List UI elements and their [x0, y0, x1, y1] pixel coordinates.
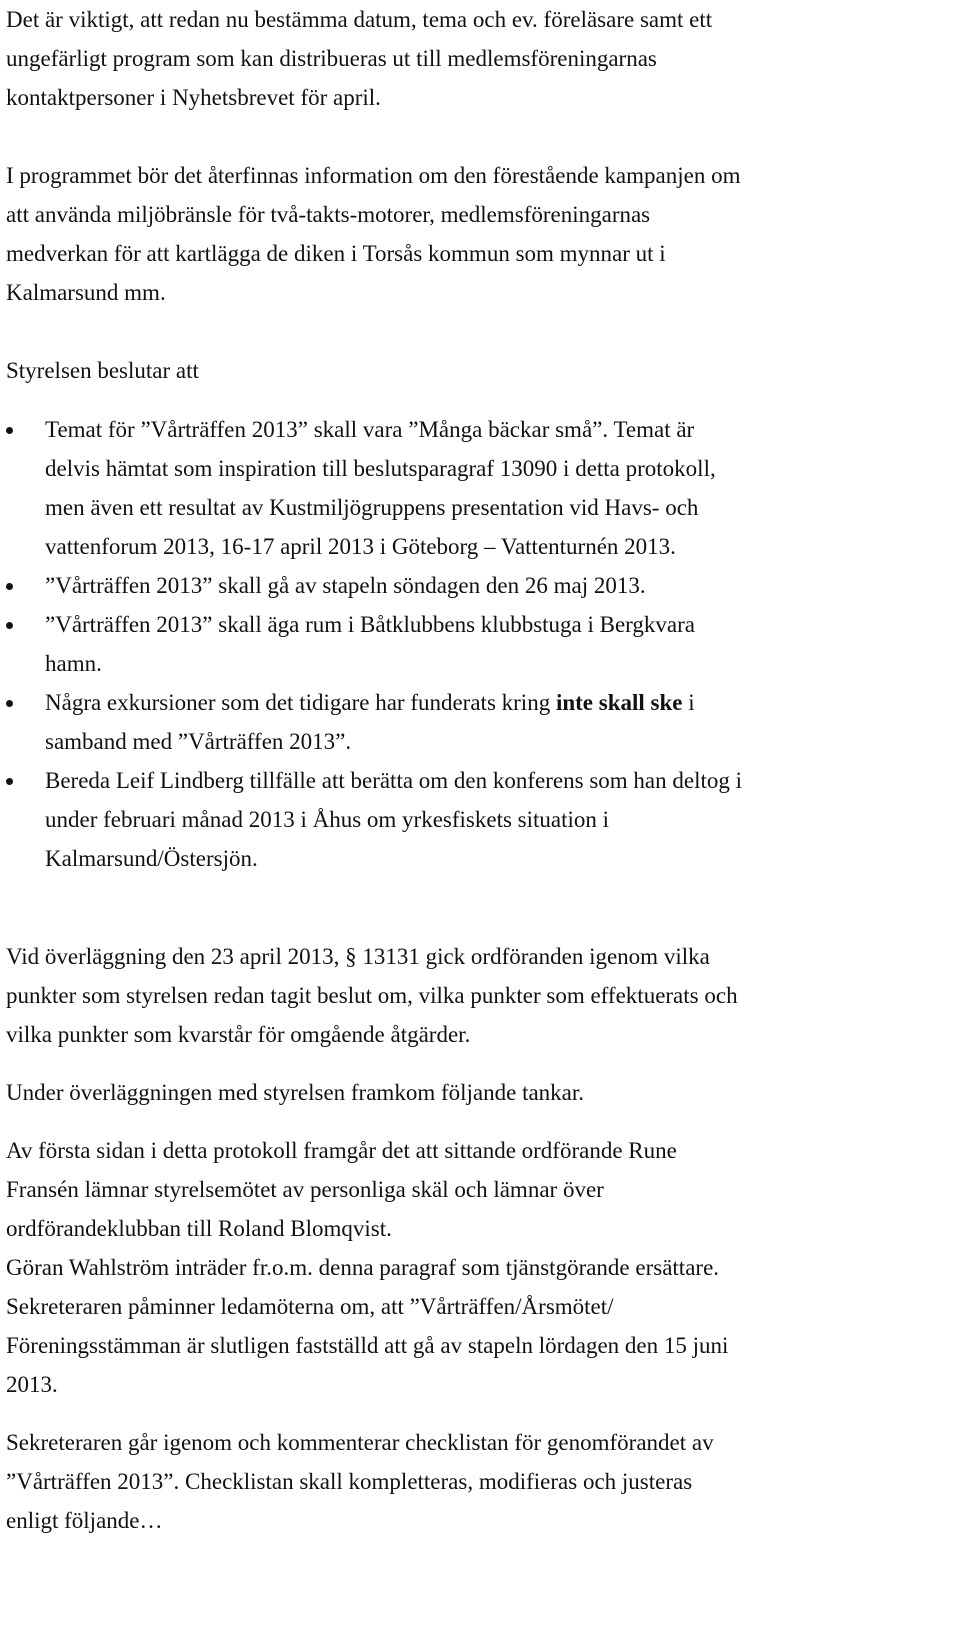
emphasis-text: inte skall ske [555, 690, 683, 715]
chairman-paragraph: Av första sidan i detta protokoll framgår det att sittande ordförande Rune Fransén lämnar styrelsemötet av personliga skäl och lämnar över ordförandeklubban till Roland Blomqvist. Göran Wahlström inträder fr.o.m. denna paragraf som tjänstgörande ersättare. Sekreteraren påminner ledamöterna om, att ”Vårträffen/Årsmötet/ Föreningsstämman är slutligen fastställd att gå av stapeln lördagen den 15 juni 2013. [6, 1138, 729, 1397]
intro-paragraph: Det är viktigt, att redan nu bestämma datum, tema och ev. föreläsare samt ett ungefärligt program som kan distribueras ut till medlemsföreningarnas kontaktpersoner i Nyhetsbrevet för april. [6, 7, 713, 110]
bullet-icon [6, 700, 13, 707]
bullet-icon [6, 427, 13, 434]
bullet-icon [6, 778, 13, 785]
decision-list [6, 410, 951, 878]
list-item: Temat för ”Vårträffen 2013” skall vara ”Många bäckar små”. Temat är delvis hämtat som inspiration till beslutsparagraf 13090 i detta protokoll, men även ett resultat av Kustmiljögruppens presentation vid Havs- och vattenforum 2013, 16-17 april 2013 i Göteborg – Vattenturnén 2013. [6, 410, 951, 566]
bullet-icon [6, 583, 13, 590]
list-item: ”Vårträffen 2013” skall gå av stapeln söndagen den 26 maj 2013. [6, 566, 951, 605]
deliberation-paragraph: Vid överläggning den 23 april 2013, § 13131 gick ordföranden igenom vilka punkter som styrelsen redan tagit beslut om, vilka punkter som effektuerats och vilka punkter som kvarstår för omgående åtgärder. [6, 944, 738, 1047]
thoughts-paragraph: Under överläggningen med styrelsen framkom följande tankar. [6, 1080, 585, 1105]
program-paragraph: I programmet bör det återfinnas information om den förestående kampanjen om att använda miljöbränsle för två-takts-motorer, medlemsföreningarnas medverkan för att kartlägga de diken i Torsås kommun som mynnar ut i Kalmarsund mm. [6, 163, 741, 305]
decision-intro: Styrelsen beslutar att [6, 358, 199, 383]
document-page [6, 0, 951, 1540]
checklist-paragraph: Sekreteraren går igenom och kommenterar checklistan för genomförandet av ”Vårträffen 2013”. Checklistan skall kompletteras, modifieras och justeras enligt följande… [6, 1430, 714, 1533]
list-item: Bereda Leif Lindberg tillfälle att berätta om den konferens som han deltog i under februari månad 2013 i Åhus om yrkesfiskets situation i Kalmarsund/Östersjön. [6, 761, 951, 878]
list-item: Några exkursioner som det tidigare har funderats kring inte skall ske i samband med ”Vårträffen 2013”. [6, 683, 951, 761]
bullet-icon [6, 622, 13, 629]
list-item: ”Vårträffen 2013” skall äga rum i Båtklubbens klubbstuga i Bergkvara hamn. [6, 605, 951, 683]
